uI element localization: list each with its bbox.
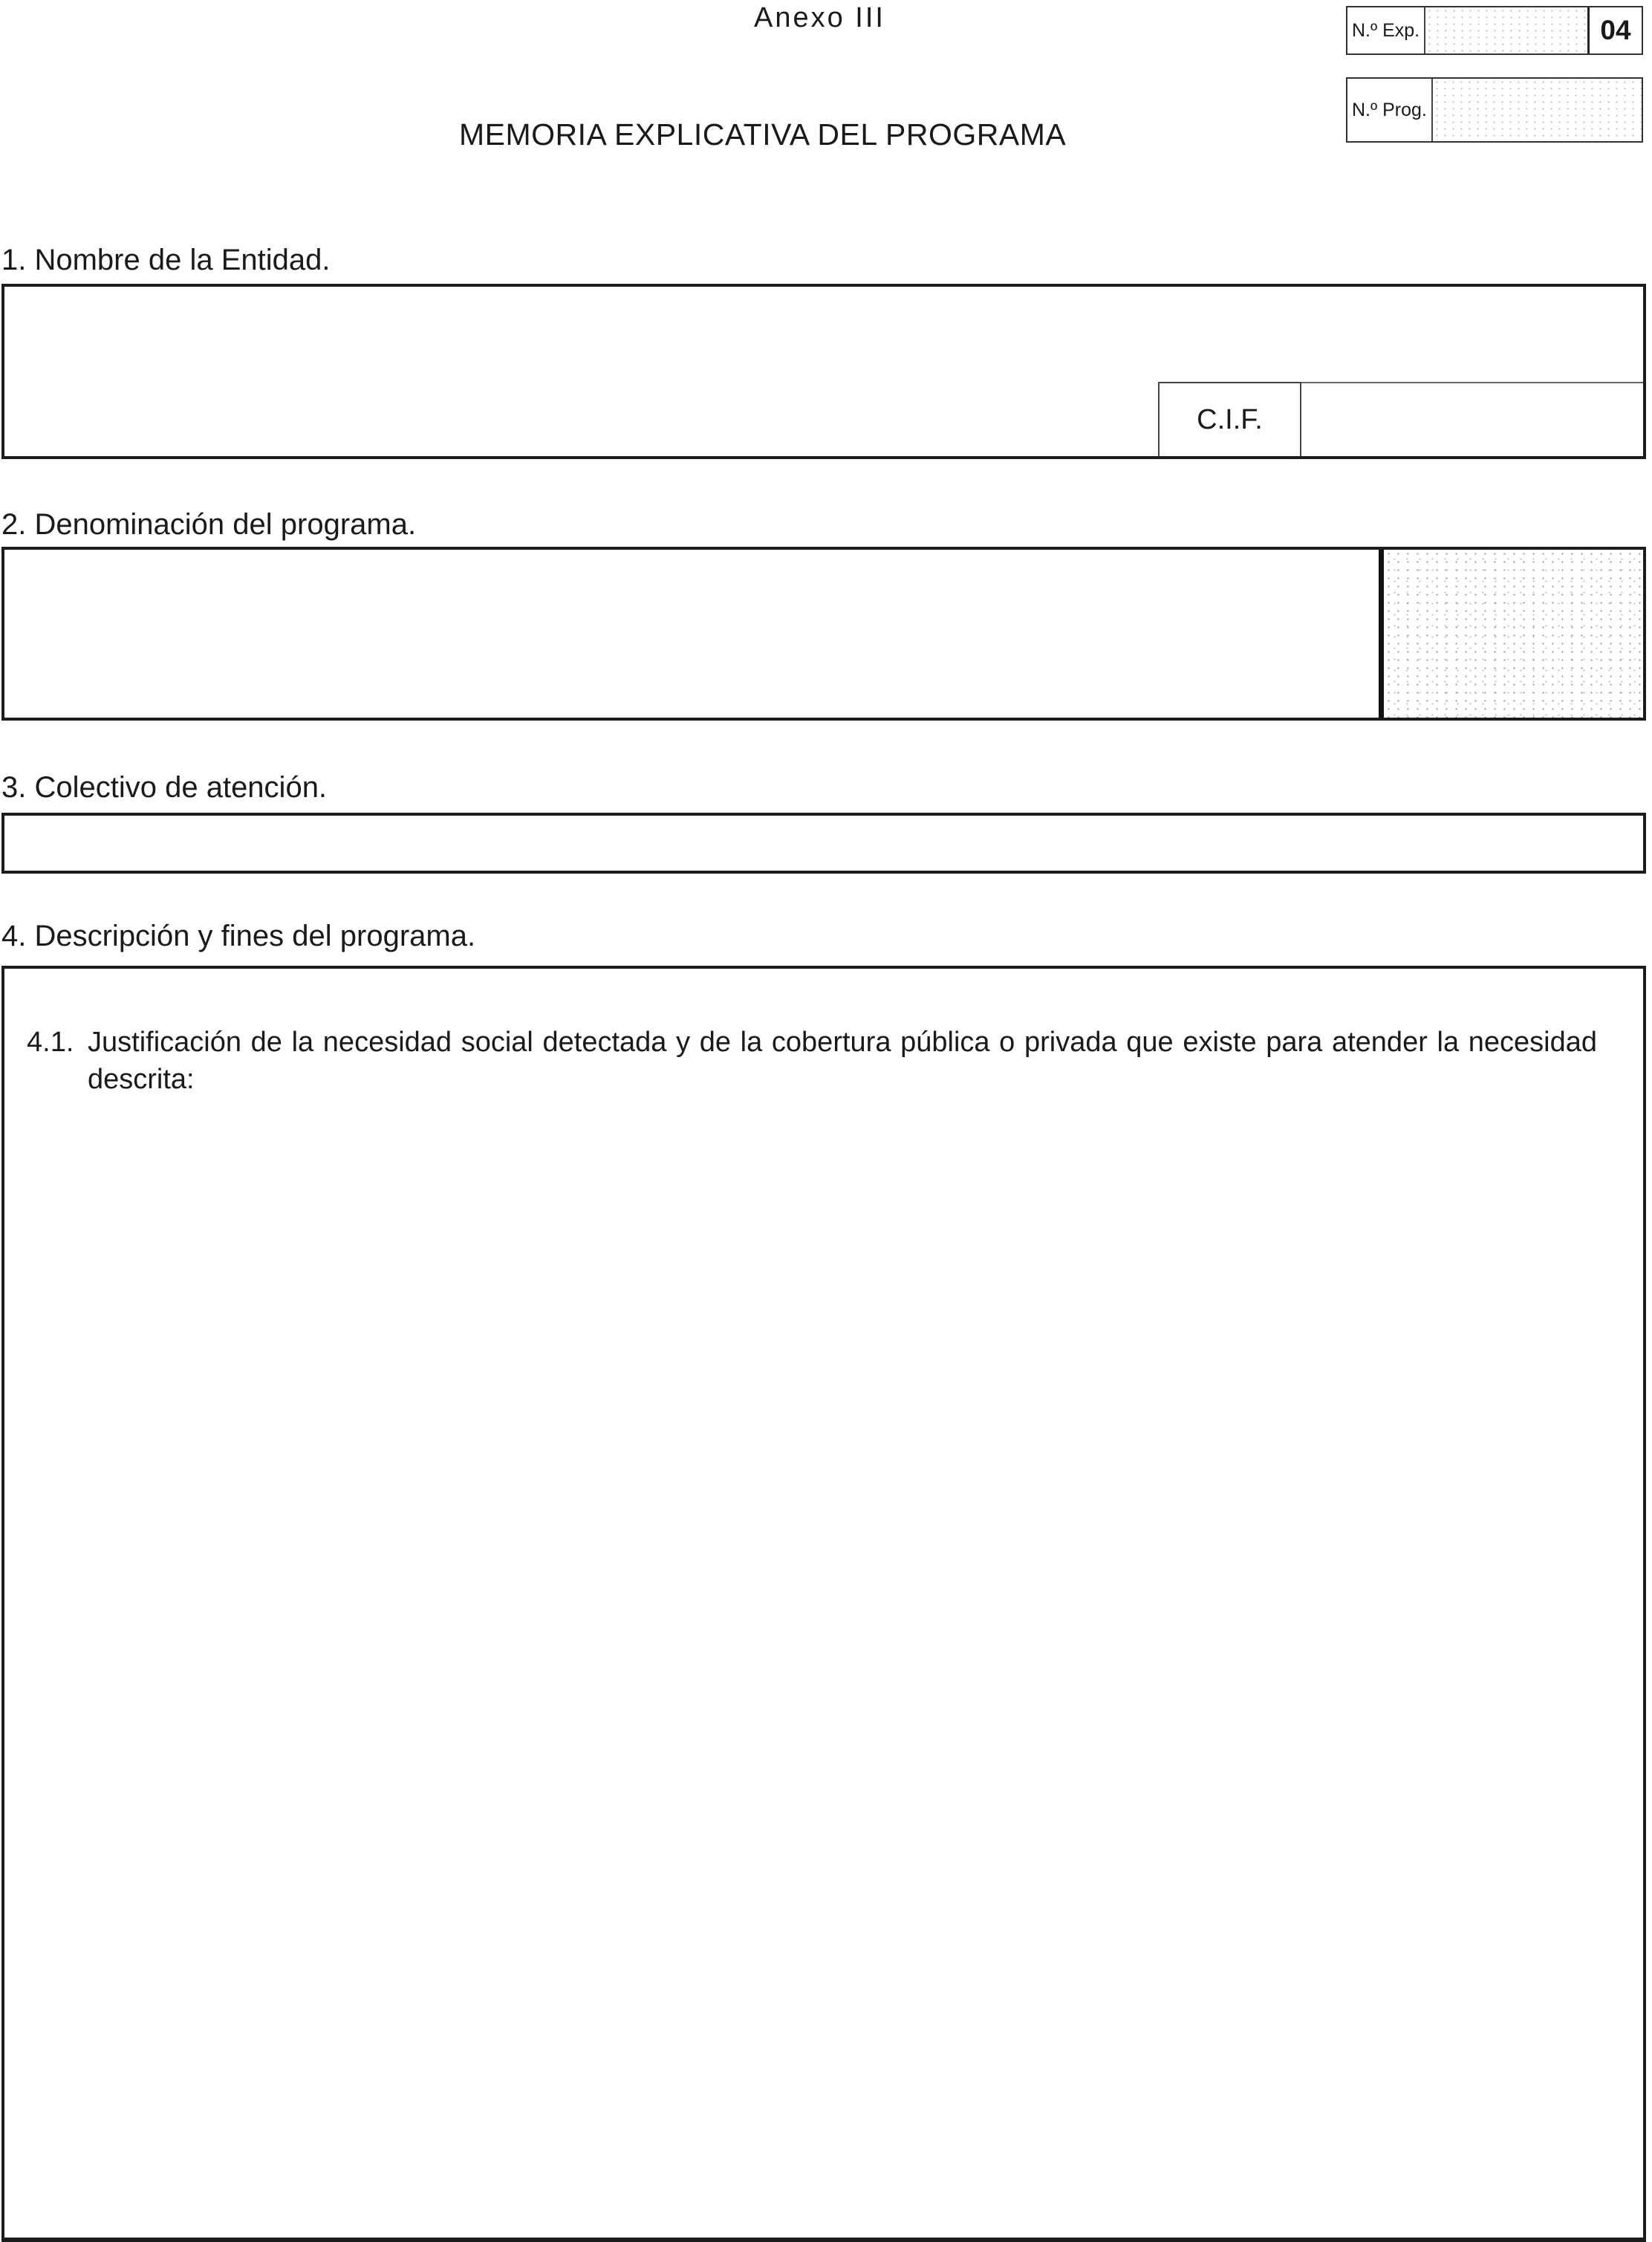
expedient-number-field[interactable] <box>1425 7 1587 53</box>
expedient-number-label: N.º Exp. <box>1347 7 1425 53</box>
section-3-label: 3. Colectivo de atención. <box>1 771 328 804</box>
program-number-box <box>1346 77 1643 143</box>
annex-title: Anexo III <box>754 2 885 33</box>
subsection-4-1 <box>27 1024 1597 1098</box>
program-number-label: N.º Prog. <box>1347 79 1433 141</box>
section-2-label: 2. Denominación del programa. <box>1 508 417 541</box>
cif-label: C.I.F. <box>1197 403 1263 435</box>
document-title: MEMORIA EXPLICATIVA DEL PROGRAMA <box>459 117 1067 152</box>
program-number-field[interactable] <box>1433 79 1642 141</box>
section-1-label: 1. Nombre de la Entidad. <box>1 244 331 276</box>
expedient-number-box <box>1346 6 1643 55</box>
program-name-input[interactable] <box>4 550 1379 718</box>
program-name-box <box>1 547 1646 721</box>
expedient-number-suffix: 04 <box>1587 7 1642 53</box>
cif-label-cell <box>1158 382 1301 456</box>
office-use-stamp-area <box>1379 550 1643 718</box>
target-group-input[interactable] <box>1 813 1646 874</box>
description-box <box>1 966 1646 2242</box>
description-input[interactable] <box>19 1110 1628 2217</box>
cif-input[interactable] <box>1301 382 1643 456</box>
entity-name-input[interactable] <box>4 287 1643 382</box>
section-4-label: 4. Descripción y fines del programa. <box>1 920 476 952</box>
subsection-4-1-number: 4.1. <box>27 1027 74 1058</box>
entity-name-box <box>1 284 1646 459</box>
subsection-4-1-text: Justificación de la necesidad social detectada y de la cobertura pública o privada que existe para atender la necesidad descrita: <box>88 1027 1597 1095</box>
